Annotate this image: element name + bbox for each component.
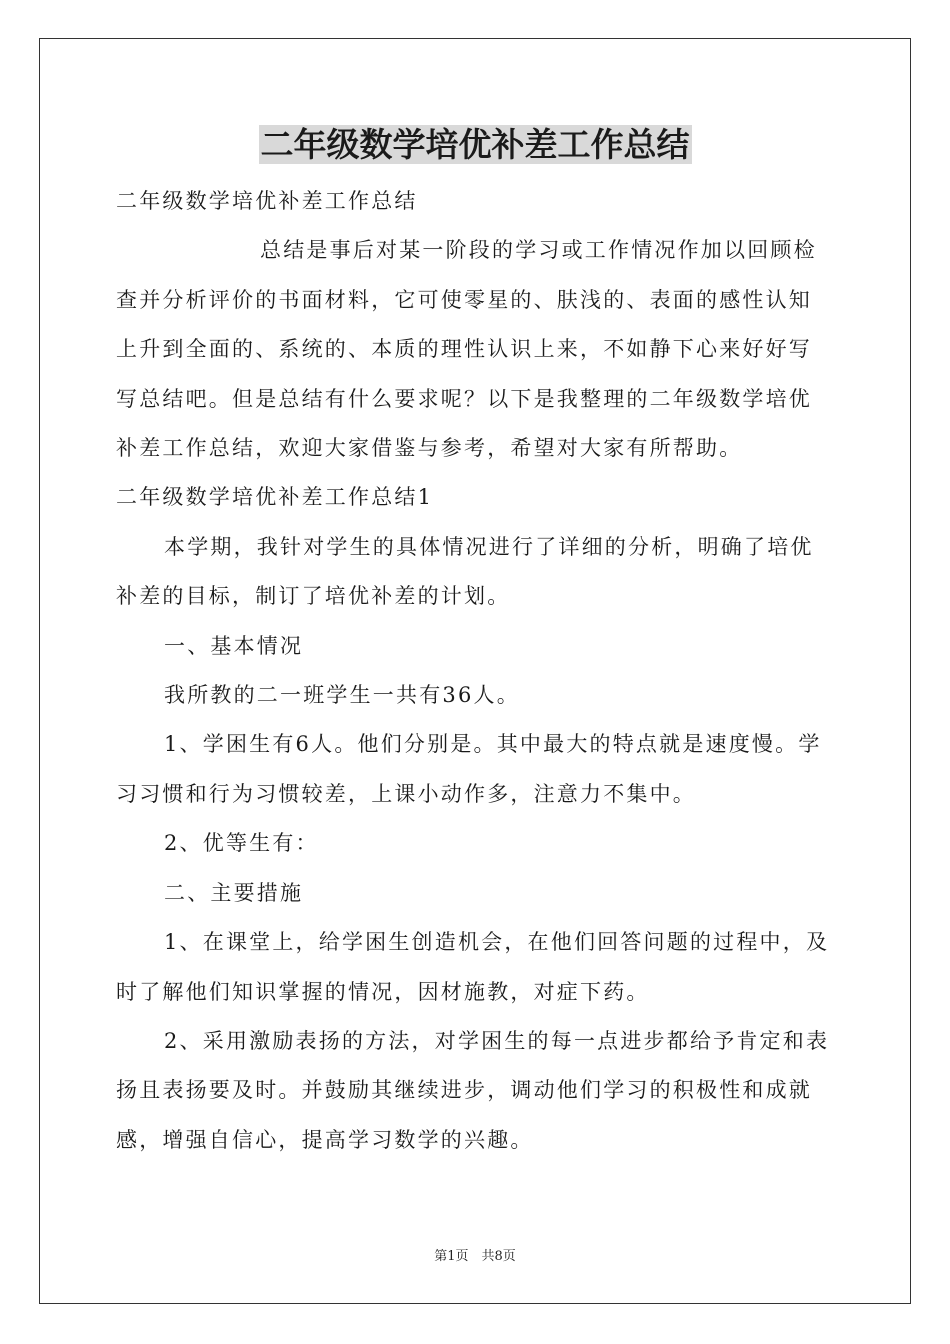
body-paragraph: 2、优等生有： [164,831,319,856]
document-title [0,122,950,168]
body-paragraph: 2、采用激励表扬的方法，对学困生的每一点进步都给予肯定和表扬且表扬要及时。并鼓励其继续进步，调动他们学习的积极性和成就感，增强自信心，提高学习数学的兴趣。 [116,1028,830,1152]
document-body [116,177,834,1165]
body-paragraph: 1、在课堂上，给学困生创造机会，在他们回答问题的过程中，及时了解他们知识掌握的情况，因材施教，对症下药。 [116,930,830,1004]
body-paragraph: 我所教的二一班学生一共有36人。 [164,683,520,708]
intro-paragraph: 总结是事后对某一阶段的学习或工作情况作加以回顾检查并分析评价的书面材料，它可使零星的、肤浅的、表面的感性认知上升到全面的、系统的、本质的理性认识上来，不如静下心来好好写写总结吧。但是总结有什么要求呢？以下是我整理的二年级数学培优补差工作总结，欢迎大家借鉴与参考，希望对大家有所帮助。 [116,238,817,461]
section-heading: 二年级数学培优补差工作总结1 [116,485,434,510]
page-number-label: 第1页 共8页 [434,1249,516,1264]
subtitle-paragraph: 二年级数学培优补差工作总结 [116,189,418,213]
page-footer [0,1245,950,1264]
heading-basic-situation: 一、基本情况 [164,633,304,658]
heading-main-measures: 二、主要措施 [164,880,304,905]
document-title-text: 二年级数学培优补差工作总结 [260,125,690,164]
body-paragraph: 本学期，我针对学生的具体情况进行了详细的分析，明确了培优补差的目标，制订了培优补差的计划。 [116,534,814,609]
body-paragraph: 1、学困生有6人。他们分别是。其中最大的特点就是速度慢。学习习惯和行为习惯较差，上课小动作多，注意力不集中。 [116,732,822,806]
